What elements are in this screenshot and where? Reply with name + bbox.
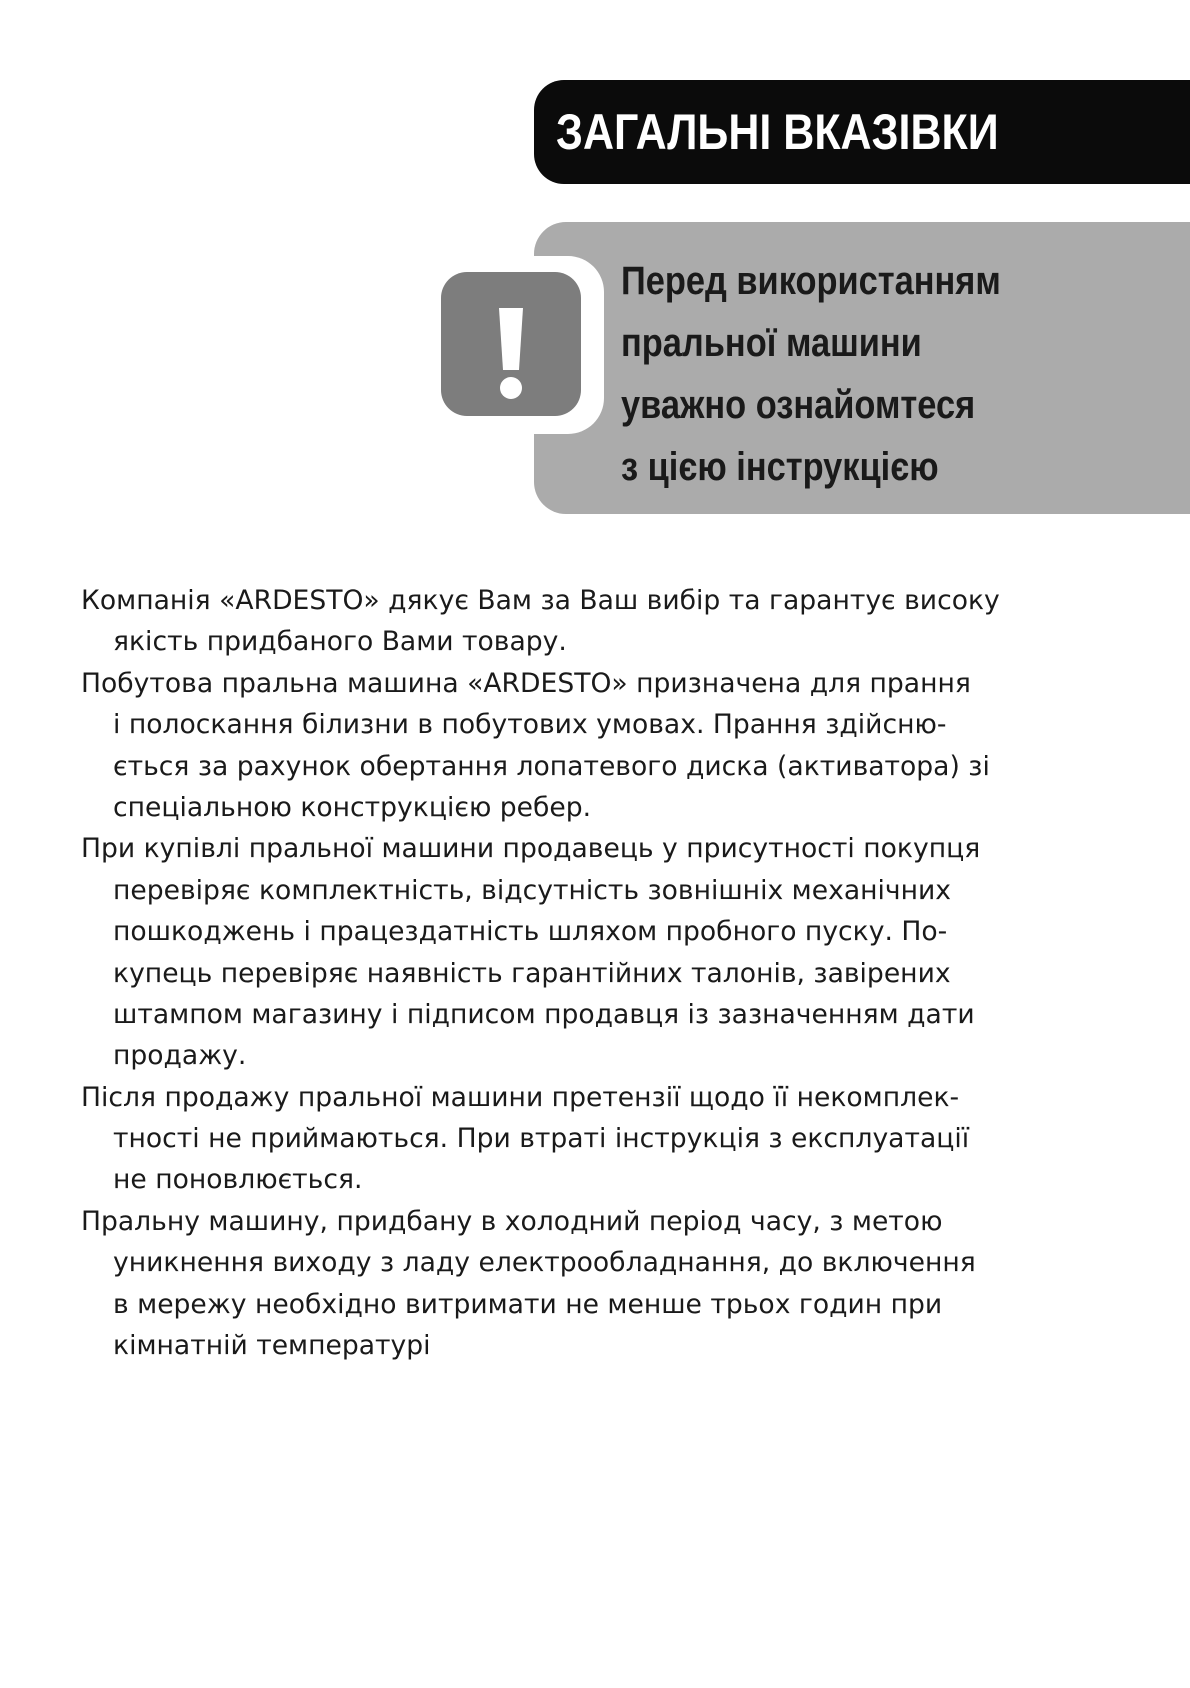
paragraph-cold-season [81,1201,1031,1367]
paragraph-line: якість придбаного Вами товару. [113,626,567,658]
paragraph-line: в мережу необхідно витримати не менше трьох годин при [113,1288,943,1320]
paragraph-line: кімнатній температурі [113,1330,431,1362]
paragraph-line: Побутова пральна машина «ARDESTO» призначена для прання [81,667,971,699]
paragraph-thanks [81,580,1031,663]
warning-line: пральної машини [621,321,922,365]
paragraph-line: ється за рахунок обертання лопатевого диска (активатора) зі [113,750,990,782]
paragraph-line: Після продажу пральної машини претензії щодо її некомплек- [81,1081,960,1113]
paragraph-line: і полоскання білизни в побутових умовах. Прання здійсню- [113,709,947,741]
paragraph-claims [81,1077,1031,1201]
section-title: ЗАГАЛЬНІ ВКАЗІВКИ [556,104,999,160]
exclamation-glyph-icon [441,272,581,416]
paragraph-line: штампом магазину і підписом продавця із зазначенням дати [113,998,975,1030]
paragraph-line: уникнення виходу з ладу електрообладнання, до включення [113,1247,976,1279]
warning-message [621,250,1001,498]
paragraph-line: тності не приймаються. При втраті інструкція з експлуатації [113,1123,970,1155]
instructions-body [81,580,1031,1366]
warning-line: Перед використанням [621,259,1001,303]
paragraph-line: купець перевіряє наявність гарантійних талонів, завірених [113,957,951,989]
section-title-bar [534,80,1190,184]
paragraph-line: не поновлюється. [113,1164,363,1196]
paragraph-line: продажу. [113,1040,247,1072]
paragraph-line: перевіряє комплектність, відсутність зовнішніх механічних [113,874,952,906]
paragraph-line: При купівлі пральної машини продавець у присутності покупця [81,833,981,865]
warning-line: з цією інструкцією [621,445,939,489]
paragraph-line: спеціальною конструкцією ребер. [113,791,592,823]
paragraph-line: Пральну машину, придбану в холодний період часу, з метою [81,1205,943,1237]
warning-line: уважно ознайомтеся [621,383,976,427]
paragraph-line: Компанія «ARDESTO» дякує Вам за Ваш вибір та гарантує високу [81,585,1000,616]
paragraph-purpose [81,663,1031,829]
paragraph-purchase-check [81,828,1031,1076]
paragraph-line: пошкоджень і працездатність шляхом пробного пуску. По- [113,916,948,948]
exclamation-icon [441,272,581,416]
